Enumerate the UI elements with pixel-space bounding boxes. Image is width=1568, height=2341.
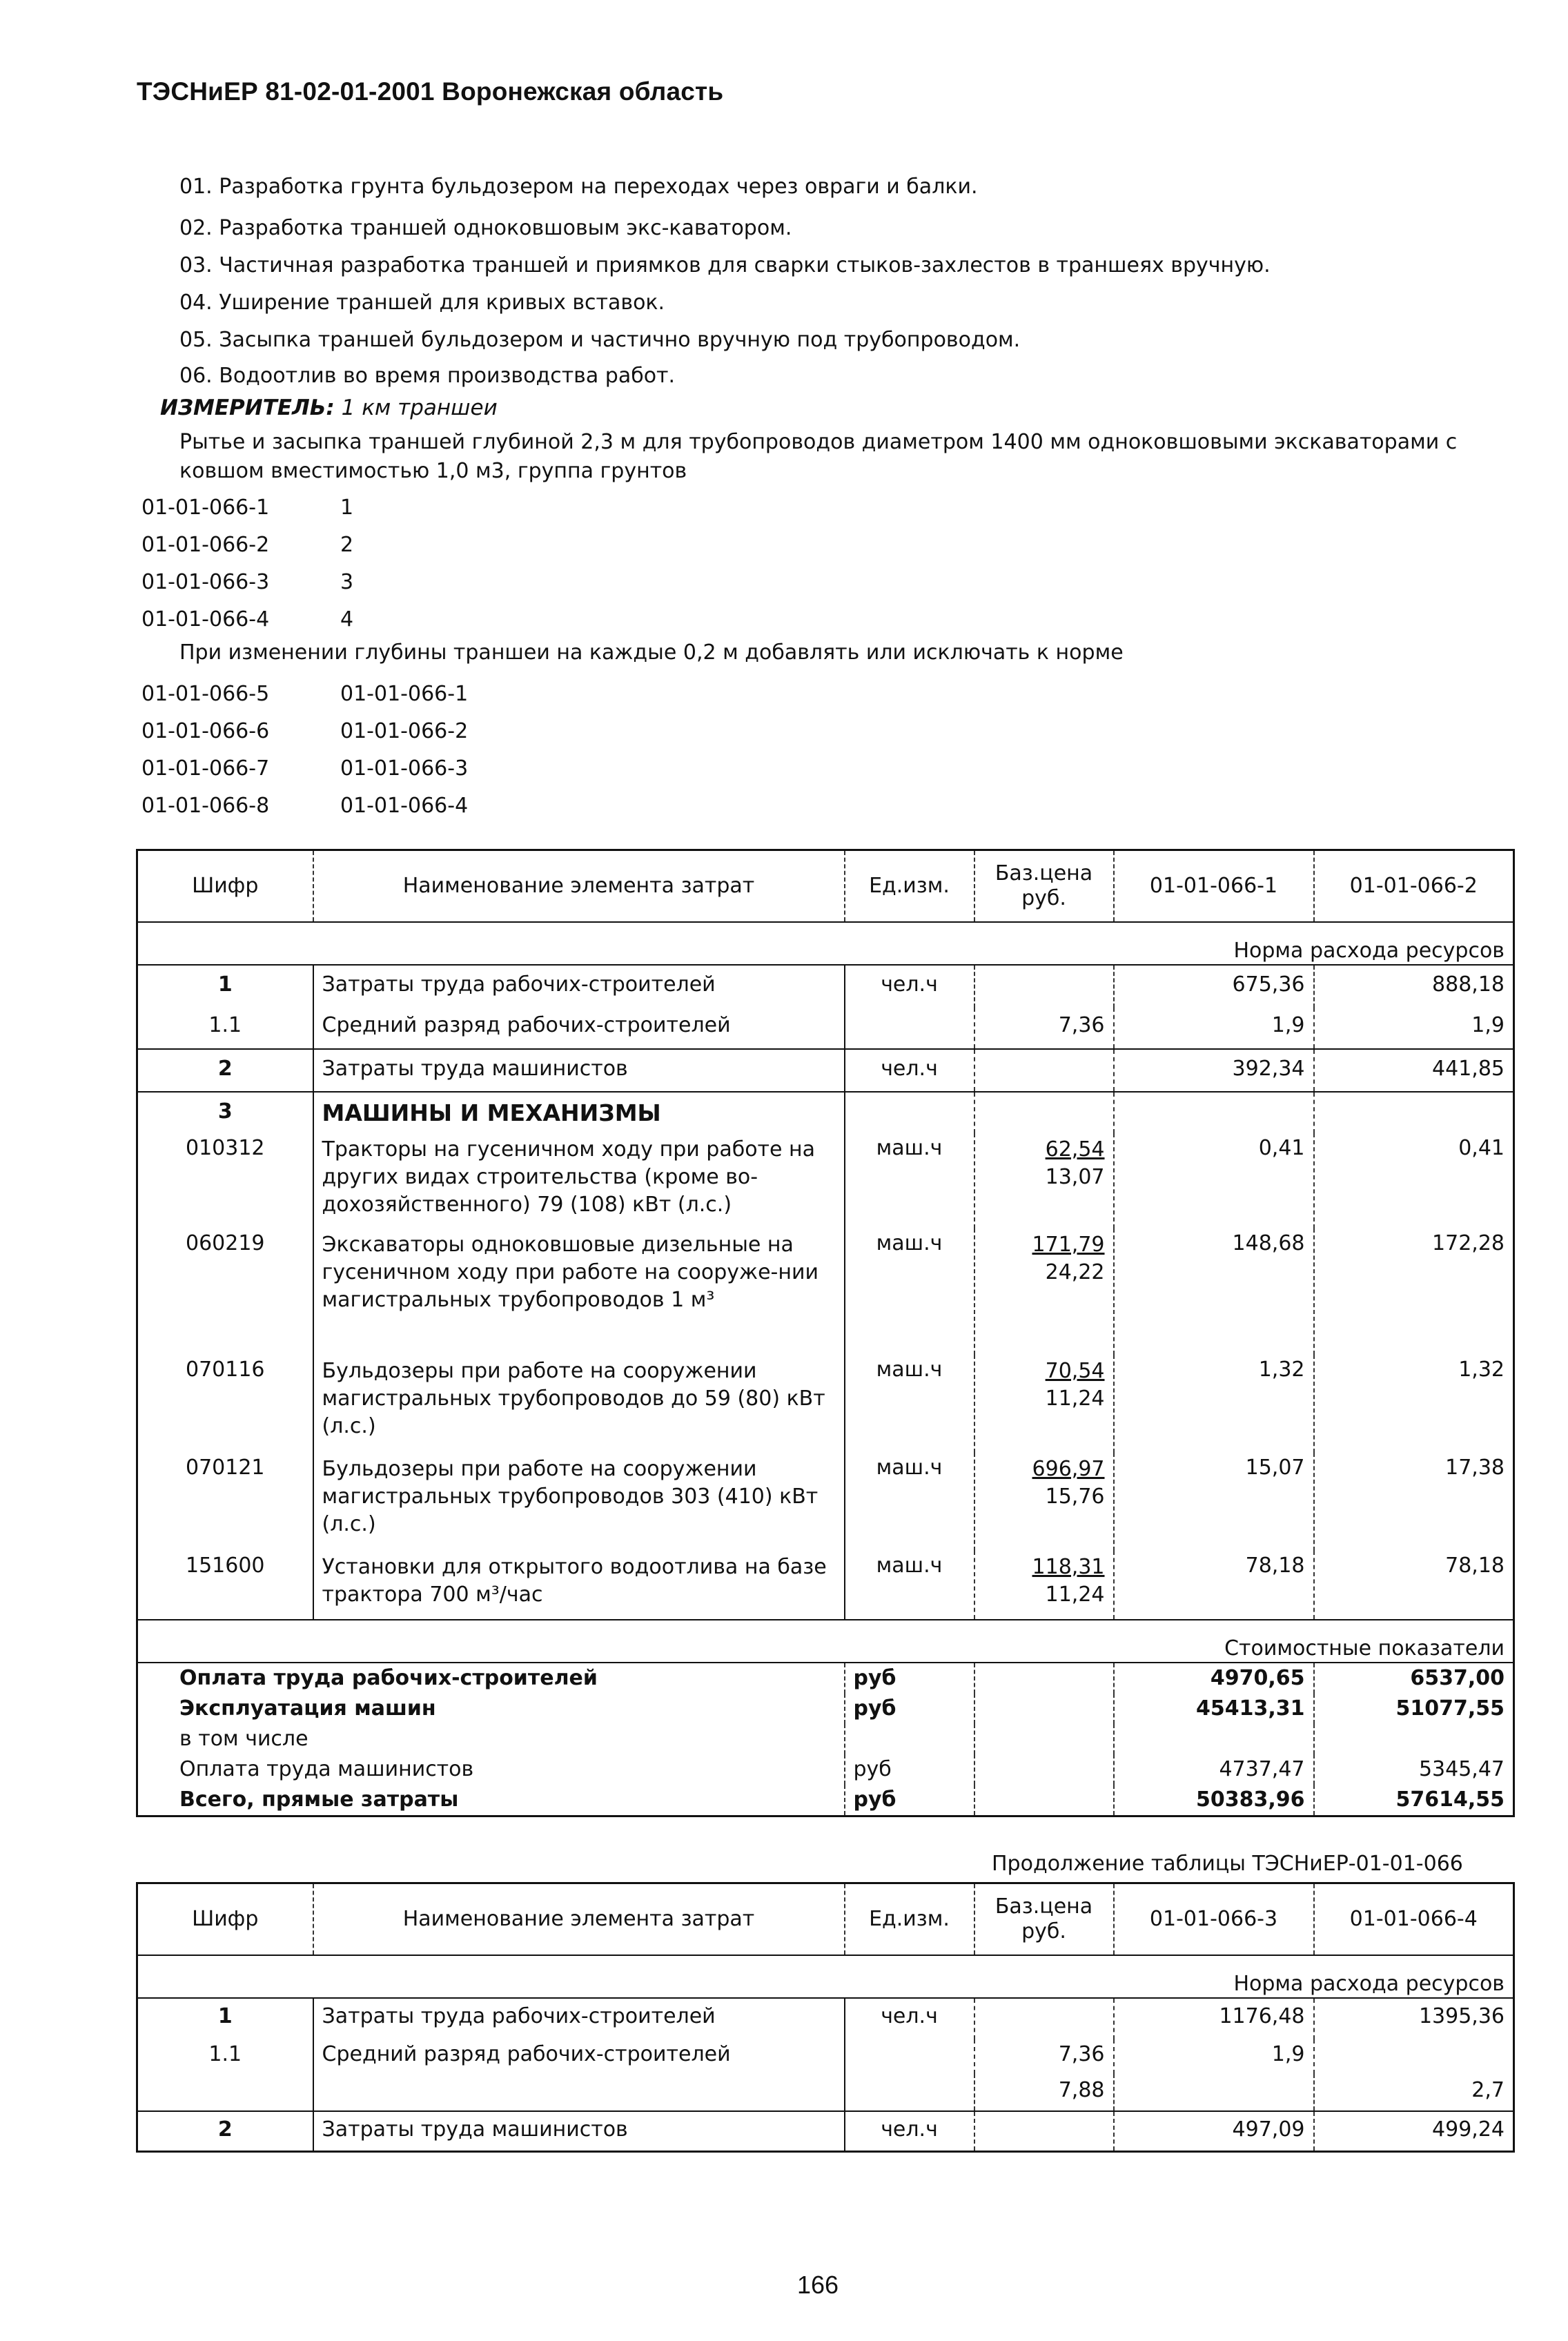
- row-name: МАШИНЫ И МЕХАНИЗМЫ: [313, 1092, 845, 1133]
- col-price-header: Баз.цена руб.: [974, 850, 1114, 923]
- cost-unit: руб: [845, 1694, 974, 1724]
- price-total: 118,31: [1032, 1555, 1105, 1579]
- row-value-2: 2,7: [1471, 2078, 1505, 2102]
- cost-value-2: 57614,55: [1395, 1787, 1505, 1812]
- row-code: 2: [137, 2111, 313, 2151]
- row-unit: маш.ч: [845, 1453, 974, 1551]
- row-unit: чел.ч: [845, 1049, 974, 1092]
- depth-note: При изменении глубины траншеи на каждые 0,2 м добавлять или исключать к норме: [179, 640, 1124, 665]
- document-header: ТЭСНиЕР 81-02-01-2001 Воронежская область: [137, 77, 724, 106]
- row-name: Затраты труда рабочих-строителей: [313, 965, 845, 1008]
- base-norm: 01-01-066-1: [340, 682, 469, 706]
- base-norm: 01-01-066-3: [340, 756, 469, 781]
- col-norm2-header: 01-01-066-2: [1349, 874, 1478, 898]
- row-unit: маш.ч: [845, 1551, 974, 1620]
- work-item: 05. Засыпка траншей бульдозером и частично вручную под трубопроводом.: [179, 328, 1021, 352]
- row-code: 010312: [137, 1133, 313, 1228]
- table-row: [137, 1133, 1514, 1228]
- row-value-1: 78,18: [1114, 1551, 1314, 1620]
- row-value-1: 1,9: [1114, 1008, 1314, 1049]
- norm-code: 01-01-066-4: [141, 607, 270, 631]
- norm-code: 01-01-066-3: [141, 570, 270, 594]
- price-wage: 24,22: [1045, 1260, 1105, 1284]
- cost-name: Оплата труда рабочих-строителей: [137, 1663, 845, 1694]
- row-price: 7,36: [974, 2039, 1114, 2074]
- price-wage: 15,76: [1045, 1485, 1105, 1509]
- cost-value-2: 51077,55: [1395, 1696, 1505, 1721]
- col-norm1-header: 01-01-066-1: [1114, 850, 1314, 923]
- cost-name: Эксплуатация машин: [137, 1694, 845, 1724]
- row-value-2: 1,32: [1458, 1358, 1505, 1382]
- soil-group: 1: [340, 496, 354, 520]
- price-total: 62,54: [1045, 1137, 1105, 1162]
- cost-value-1: 4737,47: [1114, 1754, 1314, 1785]
- row-price: 7,36: [974, 1008, 1114, 1049]
- cost-row: [137, 1785, 1514, 1816]
- row-value-2: 172,28: [1432, 1231, 1505, 1255]
- table-row: [137, 2111, 1514, 2151]
- row-name: Бульдозеры при работе на сооружении магистральных трубопроводов 303 (410) кВт (л.с.): [313, 1453, 845, 1551]
- price-wage: 11,24: [1045, 1387, 1105, 1411]
- col-code-header: Шифр: [137, 1883, 313, 1956]
- row-name: Установки для открытого водоотлива на базе трактора 700 м³/час: [313, 1551, 845, 1620]
- cost-section-row: [137, 1620, 1514, 1663]
- table-row: [137, 1228, 1514, 1355]
- row-price: [974, 1453, 1114, 1551]
- price-wage: 13,07: [1045, 1165, 1105, 1189]
- row-unit: маш.ч: [845, 1133, 974, 1228]
- row-value-1: 497,09: [1114, 2111, 1314, 2151]
- intro-text: Рытье и засыпка траншей глубиной 2,3 м для трубопроводов диаметром 1400 мм одноковшовыми экскаваторами с ковшом вместимостью 1,0 м3, группа грунтов: [179, 430, 1458, 483]
- row-name: [313, 2074, 845, 2111]
- norm-section-row: [137, 922, 1514, 965]
- row-code: 070121: [137, 1453, 313, 1551]
- row-value-1: 0,41: [1114, 1133, 1314, 1228]
- soil-group: 3: [340, 570, 354, 594]
- row-value-1: 1,9: [1114, 2039, 1314, 2074]
- row-code: 060219: [137, 1228, 313, 1355]
- row-unit: маш.ч: [845, 1228, 974, 1355]
- cost-name: Оплата труда машинистов: [137, 1754, 845, 1785]
- work-item: 02. Разработка траншей одноковшовым экс-каватором.: [179, 216, 792, 240]
- row-price: [974, 965, 1114, 1008]
- continuation-caption: Продолжение таблицы ТЭСНиЕР-01-01-066: [992, 1852, 1463, 1876]
- norm-section-label: Норма расхода ресурсов: [1233, 939, 1505, 963]
- row-code: 3: [137, 1092, 313, 1133]
- table-row: [137, 1453, 1514, 1551]
- resource-table-2: [136, 1882, 1515, 2153]
- price-total: 171,79: [1032, 1233, 1105, 1257]
- row-name: Бульдозеры при работе на сооружении магистральных трубопроводов до 59 (80) кВт (л.с.): [313, 1355, 845, 1453]
- row-code: 070116: [137, 1355, 313, 1453]
- row-name: Затраты труда машинистов: [313, 2111, 845, 2151]
- row-name: Тракторы на гусеничном ходу при работе на других видах строительства (кроме во-дохозяйственного) 79 (108) кВт (л.с.): [313, 1133, 845, 1228]
- price-wage: 11,24: [1045, 1583, 1105, 1607]
- cost-value-1: 45413,31: [1114, 1694, 1314, 1724]
- resource-table-1: [136, 849, 1515, 1817]
- col-code-header: Шифр: [137, 850, 313, 923]
- work-item: 01. Разработка грунта бульдозером на переходах через овраги и балки.: [179, 175, 978, 199]
- cost-value-1: 4970,65: [1114, 1663, 1314, 1694]
- norm-code: 01-01-066-5: [141, 682, 270, 706]
- row-code: 151600: [137, 1551, 313, 1620]
- norm-code: 01-01-066-6: [141, 719, 270, 743]
- row-unit: [845, 1008, 974, 1049]
- row-value-2: 441,85: [1432, 1057, 1505, 1081]
- row-code: 1: [137, 965, 313, 1008]
- row-value-2: 888,18: [1432, 972, 1505, 997]
- row-price: [974, 1049, 1114, 1092]
- table-header: [137, 1883, 1514, 1956]
- price-total: 696,97: [1032, 1457, 1105, 1481]
- cost-row: [137, 1694, 1514, 1724]
- table-row: [137, 1008, 1514, 1049]
- cost-row: [137, 1663, 1514, 1694]
- row-unit: чел.ч: [845, 965, 974, 1008]
- row-unit: чел.ч: [845, 1998, 974, 2039]
- work-item: 04. Уширение траншей для кривых вставок.: [179, 291, 665, 315]
- cost-section-label: Стоимостные показатели: [1224, 1636, 1505, 1661]
- work-item: 03. Частичная разработка траншей и приямков для сварки стыков-захлестов в траншеях вручную.: [179, 253, 1271, 277]
- cost-value-2: 6537,00: [1410, 1666, 1505, 1690]
- cost-unit: руб: [845, 1754, 974, 1785]
- row-code: 1: [137, 1998, 313, 2039]
- col-norm1-header: 01-01-066-3: [1114, 1883, 1314, 1956]
- row-value-2: 499,24: [1432, 2117, 1505, 2142]
- row-unit: чел.ч: [845, 2111, 974, 2151]
- table-row: [137, 1092, 1514, 1133]
- norm-code: 01-01-066-7: [141, 756, 270, 781]
- row-unit: [845, 2039, 974, 2074]
- norm-code: 01-01-066-2: [141, 533, 270, 557]
- measure-label: ИЗМЕРИТЕЛЬ:: [160, 395, 335, 420]
- row-value-1: 675,36: [1114, 965, 1314, 1008]
- cost-unit: руб: [845, 1785, 974, 1816]
- cost-row: [137, 1754, 1514, 1785]
- row-price: [974, 2111, 1114, 2151]
- col-unit-header: Ед.изм.: [845, 1883, 974, 1956]
- row-price: [974, 1551, 1114, 1620]
- cost-row: [137, 1724, 1514, 1754]
- col-norm2-header: 01-01-066-4: [1349, 1907, 1478, 1931]
- row-value-2: 1,9: [1471, 1013, 1505, 1037]
- row-price: [974, 1133, 1114, 1228]
- price-total: 70,54: [1045, 1359, 1105, 1383]
- row-value-1: 15,07: [1114, 1453, 1314, 1551]
- row-code: 2: [137, 1049, 313, 1092]
- row-value-1: [1114, 2074, 1314, 2111]
- table-row: [137, 2074, 1514, 2111]
- norm-code: 01-01-066-8: [141, 794, 270, 818]
- row-value-1: 392,34: [1114, 1049, 1314, 1092]
- cost-name: в том числе: [137, 1724, 845, 1754]
- table-row: [137, 965, 1514, 1008]
- cost-unit: руб: [845, 1663, 974, 1694]
- row-name: Средний разряд рабочих-строителей: [313, 2039, 845, 2074]
- norm-code: 01-01-066-1: [141, 496, 270, 520]
- table-header: [137, 850, 1514, 923]
- norm-section-label: Норма расхода ресурсов: [1233, 1972, 1505, 1996]
- table-row: [137, 1998, 1514, 2039]
- row-name: Затраты труда рабочих-строителей: [313, 1998, 845, 2039]
- row-name: Средний разряд рабочих-строителей: [313, 1008, 845, 1049]
- col-price-header: Баз.цена руб.: [974, 1883, 1114, 1956]
- page-number: 166: [797, 2271, 839, 2299]
- row-price: 7,88: [974, 2074, 1114, 2111]
- row-name: Затраты труда машинистов: [313, 1049, 845, 1092]
- cost-name: Всего, прямые затраты: [137, 1785, 845, 1816]
- col-name-header: Наименование элемента затрат: [313, 1883, 845, 1956]
- base-norm: 01-01-066-4: [340, 794, 469, 818]
- measure-value: 1 км траншеи: [341, 395, 498, 420]
- table-row: [137, 1355, 1514, 1453]
- col-unit-header: Ед.изм.: [845, 850, 974, 923]
- row-code: 1.1: [137, 2039, 313, 2074]
- row-value-1: 148,68: [1114, 1228, 1314, 1355]
- row-value-2: 1395,36: [1418, 2004, 1505, 2028]
- table-row: [137, 1551, 1514, 1620]
- cost-value-2: 5345,47: [1418, 1757, 1505, 1781]
- row-price: [974, 1228, 1114, 1355]
- row-value-1: 1,32: [1114, 1355, 1314, 1453]
- row-unit: маш.ч: [845, 1355, 974, 1453]
- work-item: 06. Водоотлив во время производства работ.: [179, 364, 676, 388]
- base-norm: 01-01-066-2: [340, 719, 469, 743]
- row-value-2: 0,41: [1458, 1136, 1505, 1160]
- row-price: [974, 1998, 1114, 2039]
- row-price: [974, 1355, 1114, 1453]
- row-value-2: [1314, 2039, 1514, 2074]
- table-row: [137, 2039, 1514, 2074]
- norm-section-row: [137, 1955, 1514, 1998]
- col-name-header: Наименование элемента затрат: [313, 850, 845, 923]
- row-unit: [845, 2074, 974, 2111]
- row-name: Экскаваторы одноковшовые дизельные на гусеничном ходу при работе на сооруже-нии магистральных трубопроводов 1 м³: [313, 1228, 845, 1355]
- row-code: [137, 2074, 313, 2111]
- row-value-2: 78,18: [1445, 1554, 1505, 1578]
- row-code: 1.1: [137, 1008, 313, 1049]
- row-value-1: 1176,48: [1114, 1998, 1314, 2039]
- measure-line: [160, 395, 498, 420]
- cost-value-1: 50383,96: [1114, 1785, 1314, 1816]
- row-value-2: 17,38: [1445, 1456, 1505, 1480]
- soil-group: 2: [340, 533, 354, 557]
- table-row: [137, 1049, 1514, 1092]
- soil-group: 4: [340, 607, 354, 631]
